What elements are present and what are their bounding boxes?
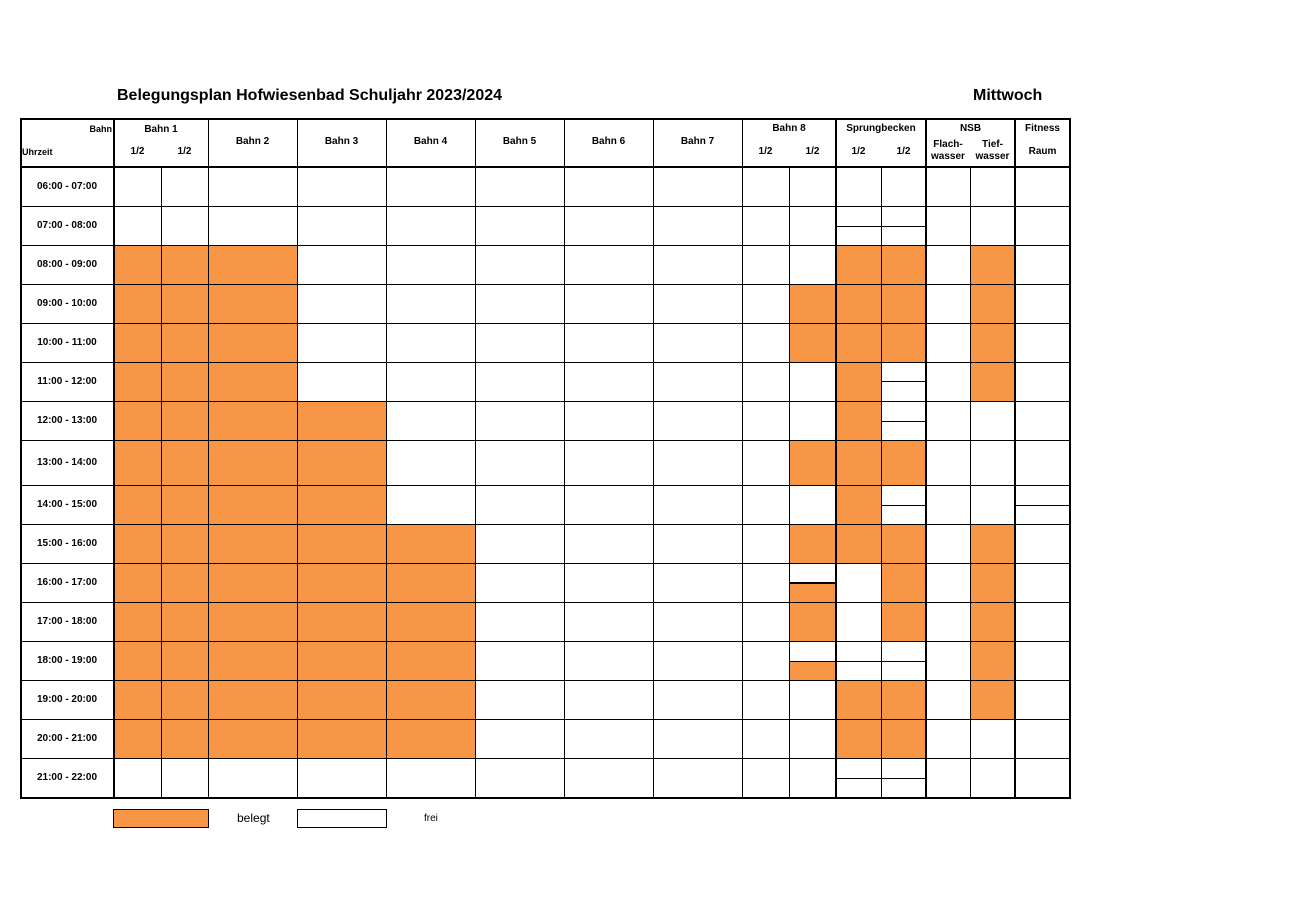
time-label: 18:00 - 19:00 bbox=[36, 654, 98, 666]
time-label: 19:00 - 20:00 bbox=[36, 693, 98, 705]
header-bahn-8: Bahn 8 bbox=[772, 123, 806, 134]
time-label: 17:00 - 18:00 bbox=[36, 615, 98, 627]
header-bahn-2: Bahn 2 bbox=[235, 136, 270, 147]
time-label: 09:00 - 10:00 bbox=[36, 297, 98, 309]
header-sprung-half-a: 1/2 bbox=[851, 146, 866, 157]
time-label: 14:00 - 15:00 bbox=[36, 498, 98, 510]
weekday-label: Mittwoch bbox=[973, 87, 1043, 104]
header-corner-bahn: Bahn bbox=[89, 124, 112, 134]
legend-busy-swatch bbox=[113, 809, 209, 828]
header-bahn-1: Bahn 1 bbox=[144, 124, 178, 135]
header-bahn-8-half-a: 1/2 bbox=[758, 146, 773, 157]
header-bahn-6: Bahn 6 bbox=[591, 136, 626, 147]
header-bahn-3: Bahn 3 bbox=[324, 136, 359, 147]
header-nsb-tiefwasser: Tief- wasser bbox=[975, 139, 1010, 162]
time-label: 16:00 - 17:00 bbox=[36, 576, 98, 588]
time-label: 06:00 - 07:00 bbox=[36, 180, 98, 192]
header-corner-uhrzeit: Uhrzeit bbox=[22, 147, 53, 157]
legend-free-label: frei bbox=[424, 813, 438, 824]
table-frame-outer bbox=[20, 118, 1071, 799]
header-bahn-5: Bahn 5 bbox=[502, 136, 537, 147]
time-label: 07:00 - 08:00 bbox=[36, 219, 98, 231]
time-label: 21:00 - 22:00 bbox=[36, 771, 98, 783]
header-bahn-8-half-b: 1/2 bbox=[805, 146, 820, 157]
time-label: 10:00 - 11:00 bbox=[37, 336, 97, 348]
header-nsb: NSB bbox=[959, 123, 982, 134]
header-sprung-half-b: 1/2 bbox=[896, 146, 911, 157]
time-label: 15:00 - 16:00 bbox=[36, 537, 98, 549]
time-label: 11:00 - 12:00 bbox=[37, 375, 97, 387]
legend-free-swatch bbox=[297, 809, 387, 828]
page-title: Belegungsplan Hofwiesenbad Schuljahr 2023/2024 bbox=[117, 87, 503, 104]
time-label: 20:00 - 21:00 bbox=[36, 732, 98, 744]
time-label: 12:00 - 13:00 bbox=[36, 414, 98, 426]
header-sprungbecken: Sprungbecken bbox=[846, 123, 916, 134]
legend-busy-label: belegt bbox=[237, 811, 270, 825]
header-bahn-7: Bahn 7 bbox=[680, 136, 715, 147]
header-bahn-1-half-b: 1/2 bbox=[177, 146, 192, 157]
header-fitness: Fitness bbox=[1024, 123, 1060, 134]
header-bahn-4: Bahn 4 bbox=[413, 136, 448, 147]
header-bahn-1-half-a: 1/2 bbox=[130, 146, 145, 157]
time-label: 13:00 - 14:00 bbox=[36, 456, 98, 468]
header-fitness-raum: Raum bbox=[1028, 146, 1057, 157]
header-nsb-flachwasser: Flach- wasser bbox=[931, 139, 965, 162]
time-label: 08:00 - 09:00 bbox=[36, 258, 98, 270]
